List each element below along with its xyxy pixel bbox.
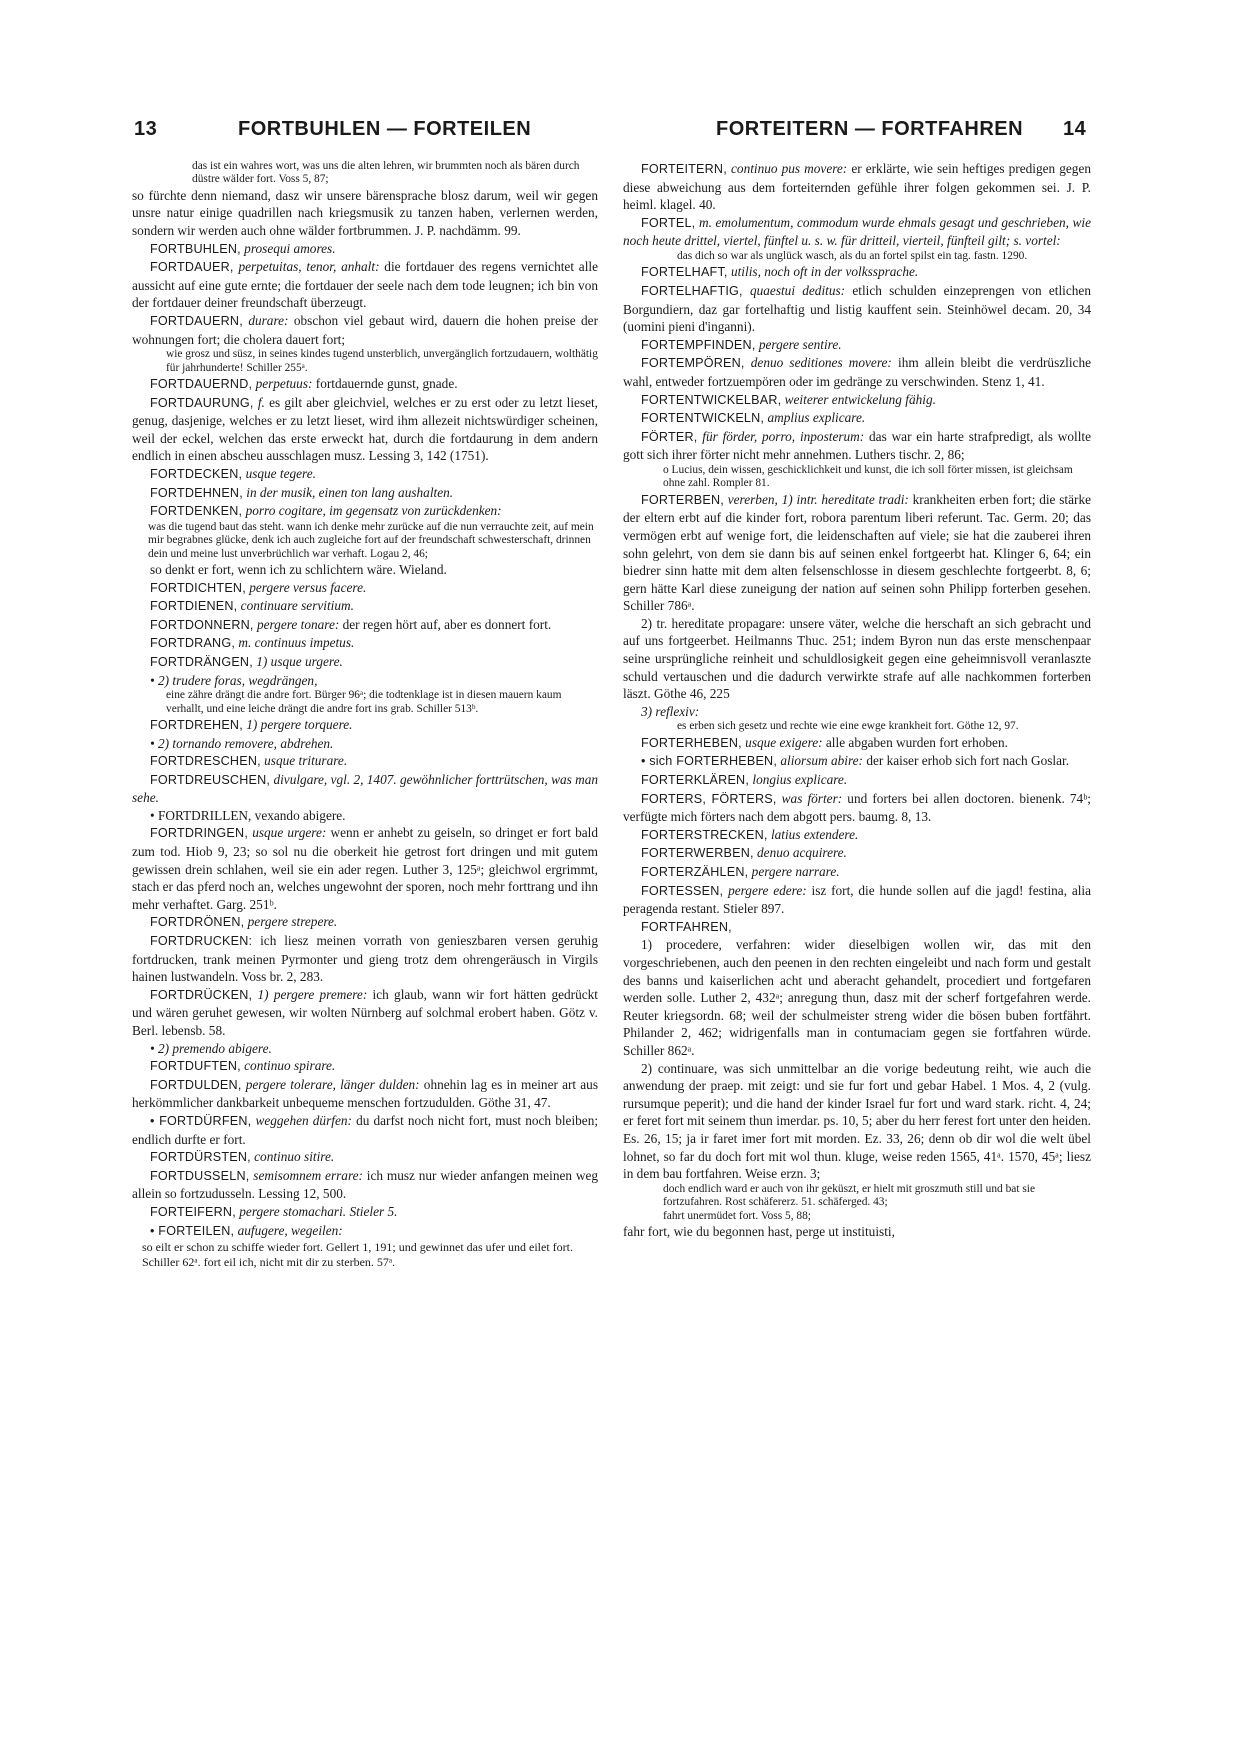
entry-fortdreuschen (132, 771, 598, 807)
entry-fortdienen (132, 597, 598, 616)
gloss: pergere narrare. (751, 864, 840, 879)
entry-text: fortdauernde gunst, gnade. (315, 375, 458, 391)
headword: • FORTEILEN, (150, 1223, 235, 1238)
entry-fortelhaftig (623, 282, 1091, 336)
headword: FORTDRINGEN, (150, 826, 249, 841)
entry-fortentwickeln (623, 409, 1091, 428)
gloss: continuo sitire. (254, 1149, 335, 1165)
headword: FORTDEHNEN, (150, 485, 243, 500)
gloss: m. emolumentum, commodum wurde ehmals gesagt und geschrieben, wie noch heute drittel, viertel, fünftel u. s. w. für dritteil, vierteil, fünfteil gilt; s. vortel: (623, 214, 1092, 249)
entry-fortfahren (623, 918, 1091, 937)
entry-text: krankheiten erben fort; die stärke der eltern erbt auf die kinder fort, robora parentum liberi referunt. Tac. Germ. 20; das vermögen erbt auf wenige fort, die leidenschaften auf viele; sie hat die zauberei ihren sohn gelehrt, von dem sie dann bis auf seinen enkel fortgeerbt hat. Klinger 6, 64; ein biedrer sinn hatte mit dem alten felsenschlosse in diesem geschlechte fortgeerbt. 8, 6; gern hätte Karl diese zuneigung der nation auf seinen sohn Philipp forterben gesehen. Schiller 786ᵃ. (623, 491, 1091, 614)
headword: FÖRTER, (641, 429, 698, 444)
gloss: latius extendere. (770, 826, 859, 842)
headword: FORTDENKEN, (150, 504, 243, 519)
headword: FORTDRÖNEN, (150, 915, 245, 930)
headword: FORTFAHREN, (641, 919, 732, 934)
entry-fortdaurung (132, 394, 598, 465)
entry-fortduften (132, 1057, 598, 1076)
gloss: 1) usque urgere. (256, 653, 343, 669)
gloss: continuo spirare. (244, 1058, 336, 1074)
entry-text: der kaiser erhob sich fort nach Goslar. (866, 753, 1070, 769)
headword: FORTEIFERN, (150, 1204, 236, 1219)
entry-forterklaeren (623, 771, 1091, 790)
headword: FORTDAUERN, (150, 313, 243, 328)
entry-text: ich glaub, wann wir fort hätten gedrückt und wären geruhet gewesen, wir wolten Nürnberg auf solchmal erobert haben. Götz v. Berl. lebensb. 58. (132, 986, 599, 1038)
entry-fortdusseln (132, 1167, 598, 1203)
entry-text: obschon viel gebaut wird, dauern die hohen preise der wohnungen fort; die cholera dauert fort; (132, 312, 598, 347)
entry-fortdreschen (132, 752, 598, 771)
quotation: doch endlich ward er auch von ihr geküszt, er hielt mit groszmuth still und bat sie fortzufahren. Rost schäfererz. 51. schäferged. 43; (663, 1182, 1036, 1209)
headword: FORTENTWICKELN, (641, 411, 765, 426)
headword: FORTDICHTEN, (150, 580, 246, 595)
gloss: 1) pergere premere: (257, 986, 368, 1002)
gloss: aufugere, wegeilen: (237, 1222, 343, 1238)
entry-fortessen (623, 882, 1091, 918)
gloss: durare: (248, 312, 289, 328)
entry-text: das war ein harte strafpredigt, als wollte gott sich ihrer förter nicht mehr annehmen. Luthers tischr. 2, 86; (623, 428, 1091, 463)
entry-fortdonnern (132, 616, 598, 635)
entry-text: fahr fort, wie du begonnen hast, perge ut instituisti, (623, 1223, 895, 1239)
entry-fortdraengen (132, 653, 598, 672)
gloss: prosequi amores. (244, 240, 336, 256)
sense: • 2) premendo abigere. (150, 1040, 272, 1056)
quotation: eine zähre drängt die andre fort. Bürger 96ᵃ; die todtenklage ist in diesen mauern kaum verhallt, und eine leiche drängt die andre fort ins grab. Schiller 513ᵇ. (166, 689, 562, 715)
entry-forteilen (132, 1222, 598, 1241)
headword: FORTERKLÄREN, (641, 773, 750, 788)
entry-forteitern (623, 160, 1091, 214)
gloss: amplius explicare. (767, 410, 866, 426)
headword: FORTDAUERND, (150, 376, 253, 391)
sense: 1) procedere, verfahren: wider dieselbigen wollen wir, das mit den vorgeschriebenen, auch den peenen in den rechten eingeleibt und nach form und gestalt des banns und kaiserlichen acht und aberacht gehandelt, procediert und fortgefaren werden solle. Luther 2, 432ᵃ; anregung thun, dasz mit der scherf fortgefahren werde. Reuter kriegsordn. 68; weil der schulmeister streng wider die bösen buben fortfährt. Philander 2, 462; widrigenfalls man in contumaciam gegen sie fortfahren würde. Schiller 862ᵃ. (623, 937, 1091, 1058)
quotation: das dich so war als unglück wasch, als du an fortel spilst ein tag. fastn. 1290. (677, 249, 1028, 262)
headword: FORTDRESCHEN, (150, 754, 261, 769)
headword: FORTDRÄNGEN, (150, 654, 253, 669)
gloss: m. continuus impetus. (238, 635, 355, 651)
headword: FORTDRANG, (150, 636, 236, 651)
headword: FORTEMPÖREN, (641, 356, 745, 371)
entry-sich-forterheben (623, 752, 1091, 771)
headword: • FORTDÜRFEN, (150, 1113, 252, 1128)
gloss: perpetuitas, tenor, anhalt: (238, 259, 380, 275)
entry-fortduersten (132, 1148, 598, 1167)
quotation: es erben sich gesetz und rechte wie eine ewge krankheit fort. Göthe 12, 97. (677, 720, 1019, 733)
entry-foerter (623, 428, 1091, 464)
gloss: denuo acquirere. (757, 845, 847, 861)
entry-forterben (623, 491, 1091, 615)
headword: FORTDUFTEN, (150, 1059, 241, 1074)
headword: FORTERWERBEN, (641, 846, 754, 861)
entry-forterzaehlen (623, 863, 1091, 882)
left-running-title: FORTBUHLEN — FORTEILEN (238, 118, 532, 140)
entry-text: ich musz nur wieder anfangen meinen weg allein so fortzudusseln. Lessing 12, 500. (132, 1167, 598, 1202)
quotation: was die tugend baut das steht. wann ich denke mehr zurücke auf die nun verrauchte zeit, auf mein mir begrabnes glücke, denk ich auch zugleiche fort auf der freundschaft schwesterschaft, drinnen dein und meine lust unverbrüchlich war verhaft. Logau 2, 46; (148, 520, 594, 560)
headword: FORTDIENEN, (150, 599, 238, 614)
quotation: fahrt unermüdet fort. Voss 5, 88; (663, 1209, 811, 1222)
sense: 2) continuare, was sich unmittelbar an die vorige bedeutung reiht, wie auch die anwendung der praep. mit zeigt: und sie fur fort und gebar Habel. 1 Mos. 4, 2 (vulg. rursumque peperit); und die hand der kinder Israel fur fort und ward stark. richt. 4, 24; er feret fort mit seinem thun imerdar. ps. 10, 5; aber du herr ferest fort unter den heiden. Es. 26, 15; ja ir faret imer fort mit morden. Ez. 33, 26; denn ob dir wol die welt übel lohnet, so far du doch fort mit wol thun. kluge, weise reden 1565, 41ᵃ. 1570, 45ᵃ; liesz in dem bau fortfahren. Weise erzn. 3; (623, 1060, 1091, 1182)
headword: FORTDONNERN, (150, 617, 254, 632)
entry-fortdrang (132, 634, 598, 653)
headword: FORTERZÄHLEN, (641, 865, 749, 879)
entry-text: alle abgaben wurden fort erhoben. (825, 734, 1008, 750)
gloss: usque urgere: (252, 825, 327, 841)
entry-fortdrucken (132, 932, 598, 986)
headword: FORTDRÜCKEN, (150, 987, 253, 1002)
entry-fortdringen (132, 824, 598, 913)
headword: FORTENTWICKELBAR, (641, 392, 782, 407)
entry-fortdroehnen (132, 913, 598, 932)
entry-fortentwickelbar (623, 391, 1091, 410)
headword: FORTDREHEN, (150, 717, 243, 732)
left-column (132, 160, 598, 1270)
sense: 3) reflexiv: (641, 703, 700, 719)
headword: FORTDAURUNG, (150, 395, 254, 410)
entry-text: etlich schulden einzeprengen von etlichen Borgundiern, daz gar fortelhaftig und listig kauffent sein. Steinhöwel decam. 20, 34 (uomini pieni d'inganni). (623, 282, 1091, 335)
entry-fortbuhlen (132, 240, 598, 259)
left-page-number: 13 (134, 118, 158, 140)
entry-fortdrillen: • FORTDRILLEN, vexando abigere. (150, 807, 346, 823)
gloss: denuo seditiones movere: (750, 355, 892, 371)
gloss: weiterer entwickelung fähig. (784, 391, 936, 407)
headword: FORTEITERN, (641, 162, 727, 176)
entry-fortdecken (132, 465, 598, 484)
gloss: usque tegere. (245, 465, 316, 481)
entry-fortel (623, 214, 1091, 250)
gloss: pergere tonare: (256, 616, 340, 632)
gloss: für förder, porro, inposterum: (702, 428, 865, 444)
entry-forterstrecken (623, 826, 1091, 845)
entry-text: du darfst noch nicht fort, must noch bleiben; endlich durfte er fort. (132, 1112, 599, 1147)
gloss: f. (257, 394, 265, 410)
entry-fortdichten (132, 579, 598, 598)
entry-text: ihm allein bleibt die verdrüszliche wahl, entweder fortzuempören oder im gedränge zu verschwinden. Stenz 1, 41. (623, 355, 1091, 389)
entry-fortdrehen (132, 716, 598, 735)
entry-fortduerfen (132, 1112, 598, 1148)
gloss: longius explicare. (752, 772, 848, 788)
gloss: 1) pergere torquere. (246, 716, 353, 732)
quotation: wie grosz und süsz, in seines kindes tugend unsterblich, unvergänglich fortzudauern, wolthätig für jahrhunderte! Schiller 255ᵃ. (166, 348, 598, 374)
gloss: pergere tolerare, länger dulden: (245, 1076, 420, 1092)
headword: FORTDECKEN, (150, 466, 243, 481)
headword: FORTERSTRECKEN, (641, 827, 768, 842)
right-page-number: 14 (1063, 118, 1087, 140)
entry-forters (623, 790, 1091, 826)
gloss: usque exigere: (745, 734, 823, 750)
headword: • sich FORTERHEBEN, (641, 754, 778, 769)
entry-text: die fortdauer des regens vernichtet alle aussicht auf eine gute ernte; die fortdauer der seele nach dem tode leugnen; ich bin von der fortdauer deiner freundschaft überzeugt. (132, 259, 598, 311)
entry-fortempoeren (623, 354, 1091, 390)
gloss: aliorsum abire: (780, 753, 863, 769)
entry-text: der regen hört auf, aber es donnert fort. (342, 616, 552, 632)
gloss: weggehen dürfen: (255, 1112, 352, 1128)
entry-text: wenn er anhebt zu geiseln, so dringet er fort bald zum tod. Hiob 9, 23; so sol nu die oberkeit hie getrost fort dringen und mit gutem gewissen drein schlahen, weil sie ein ader regen. Luther 3, 125ᵃ; gleichwol ergrimmt, stach er das pferd noch an, welches ungewohnt der sporen, noch mehr forttrang und ihn mehr verhaftet. Garg. 251ᵇ. (132, 825, 598, 912)
entry-text: es gilt aber gleichviel, welches er zu erst oder zu letzt lieset, genug, dasjenige, welches er zu letzt lieset, wird ihm allezeit nichtswürdiger scheinen, weil der eckel, welchen das erste erweckt hat, durch die fortdaurung in dem andern endlich in einen abscheu ausschlagen musz. Lessing 3, 142 (1751). (132, 394, 599, 464)
headword: FORTDÜRSTEN, (150, 1150, 251, 1165)
headword: FORTERS, FÖRTERS, (641, 791, 777, 806)
gloss: quaestui deditus: (749, 282, 846, 298)
headword: FORTDUSSELN, (150, 1168, 250, 1183)
entry-fortdehnen (132, 484, 598, 503)
headword: FORTDULDEN, (150, 1077, 242, 1092)
gloss: pergere edere: (728, 882, 807, 898)
entry-fortdauernd (132, 375, 598, 394)
entry-text: er erklärte, wie sein heftiges predigen gegen diese abweichung aus dem forteiternden gefühle ihrer folgen gekommen sei. J. P. heiml. klagel. 40. (623, 161, 1091, 213)
gloss: pergere stomachari. Stieler 5. (239, 1203, 398, 1219)
entry-fortempfinden (623, 336, 1091, 355)
quotation: o Lucius, dein wissen, geschicklichkeit und kunst, die ich soll förter missen, ist gleichsam ohne zahl. Rompler 81. (663, 463, 1073, 490)
sense: • 2) trudere foras, wegdrängen, (150, 672, 318, 688)
entry-forterwerben (623, 844, 1091, 863)
gloss: vererben, 1) intr. hereditate tradi: (727, 491, 909, 507)
sense: 2) tr. hereditate propagare: unsere väter, welche die herschaft an sich gebracht und auf uns fortgeerbet. Heilmanns Thuc. 251; indem Byron nun das erste menschenpaar seine ursprüngliche reinheit und schuldlosigkeit gegen eine geheimnisvoll veranlaszte schuld vertauschen und die dadurch verwirkte strafe auf alle nachkommen forterben läszt. Göthe 46, 225 (623, 615, 1091, 702)
headword: FORTDAUER, (150, 260, 234, 275)
gloss: was förter: (781, 790, 843, 806)
quotation: das ist ein wahres wort, was uns die alten lehren, wir brummten noch als bären durch düstre wälder fort. Voss 5, 87; (192, 160, 580, 186)
gloss: pergere strepere. (247, 914, 338, 930)
gloss: in der musik, einen ton lang aushalten. (246, 484, 454, 500)
entry-fortelhaft (623, 263, 1091, 282)
headword: FORTELHAFTIG, (641, 283, 743, 298)
entry-fortdenken (132, 502, 598, 521)
headword: FORTEL, (641, 215, 696, 230)
headword: FORTESSEN, (641, 883, 724, 898)
sense: • 2) tornando removere, abdrehen. (150, 735, 334, 751)
headword: FORTERBEN, (641, 492, 724, 507)
entry-text: so denkt er fort, wenn ich zu schlichtern wäre. Wieland. (150, 561, 447, 577)
headword: FORTEMPFINDEN, (641, 337, 756, 352)
entry-fortdauern (132, 312, 598, 348)
gloss: pergere sentire. (758, 336, 842, 352)
entry-text: isz fort, die hunde sollen auf die jagd! festina, alia peragenda restant. Stieler 897. (623, 882, 1092, 917)
gloss: pergere versus facere. (249, 579, 367, 595)
right-column (623, 160, 1091, 1241)
entry-text: ich liesz meinen vorrath von genieszbaren versen geruhig fortdrucken, trank meinen Pyrmonter und gieng trotz dem ohrengeräusch in Virgils hainen lustwandeln. Voss br. 2, 283. (132, 933, 598, 985)
entry-text: so fürchte denn niemand, dasz wir unsere bärensprache blosz darum, weil wir gegen unsre natur einige quadrillen nach kriegsmusik zu tanzen haben, verlernen werden, sondern wir werden auch ohne wälder fortbrummen. J. P. nachdämm. 99. (132, 187, 598, 238)
entry-fortdauer (132, 258, 598, 312)
gloss: semisomnem errare: (253, 1167, 363, 1183)
gloss: perpetuus: (255, 375, 313, 391)
headword: FORTDRUCKEN: (150, 934, 253, 949)
headword: FORTERHEBEN, (641, 735, 742, 750)
gloss: continuo pus movere: (731, 161, 848, 176)
gloss: continuare servitium. (240, 598, 354, 614)
entry-text: ohnehin lag es in meiner art aus herkömmlicher dankbarkeit unbequeme menschen fortzudulden. Göthe 31, 47. (132, 1076, 599, 1111)
entry-forterheben (623, 734, 1091, 753)
right-running-title: FORTEITERN — FORTFAHREN (716, 118, 1024, 140)
headword: FORTDREUSCHEN, (150, 772, 271, 787)
gloss: usque triturare. (264, 753, 348, 769)
entry-fortdulden (132, 1076, 598, 1112)
entry-forteifern (132, 1203, 598, 1222)
entry-fortdruecken (132, 986, 598, 1040)
entry-text: und forters bei allen doctoren. bienenk. 74ᵇ; verfügte mich förters nach dem abgott pers. baumg. 8, 13. (623, 790, 1092, 825)
gloss: utilis, noch oft in der volkssprache. (730, 264, 919, 280)
quotation: so eilt er schon zu schiffe wieder fort. Gellert 1, 191; und gewinnet das ufer und eilet fort. Schiller 62ᵃ. fort eil ich, nicht mit dir zu sterben. 57ᵃ. (142, 1240, 573, 1270)
gloss: divulgare, vgl. 2, 1407. gewöhnlicher forttrütschen, was man sehe. (132, 771, 598, 806)
headword: FORTBUHLEN, (150, 241, 241, 256)
headword: FORTELHAFT, (641, 265, 728, 280)
gloss: porro cogitare, im gegensatz von zurückdenken: (245, 503, 502, 519)
